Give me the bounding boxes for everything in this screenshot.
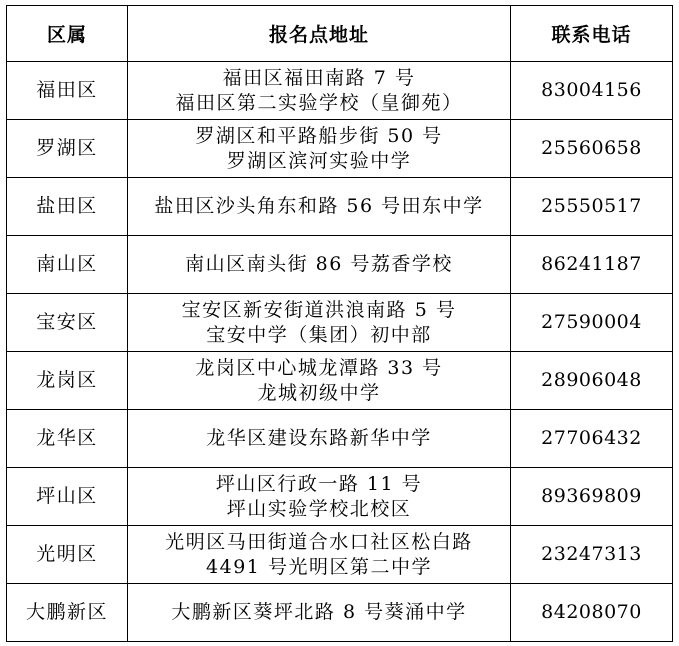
cell-district: 南山区 xyxy=(7,236,128,294)
address-line: 坪山实验学校北校区 xyxy=(226,497,412,520)
cell-phone: 84208070 xyxy=(511,584,673,642)
cell-address xyxy=(128,294,511,352)
registration-sites-table xyxy=(6,5,673,642)
cell-phone: 28906048 xyxy=(511,352,673,410)
cell-district: 罗湖区 xyxy=(7,120,128,178)
address-line: 光明区马田街道合水口社区松白路 xyxy=(165,530,473,553)
cell-district: 福田区 xyxy=(7,62,128,120)
cell-address xyxy=(128,410,511,468)
cell-phone: 23247313 xyxy=(511,526,673,584)
address-line: 罗湖区和平路船步街 50 号 xyxy=(195,124,443,147)
cell-address xyxy=(128,62,511,120)
address-line: 福田区第二实验学校（皇御苑） xyxy=(175,91,463,114)
cell-district: 光明区 xyxy=(7,526,128,584)
table-row xyxy=(7,468,673,526)
address-line: 宝安中学（集团）初中部 xyxy=(206,323,432,346)
table-row xyxy=(7,410,673,468)
cell-phone: 27590004 xyxy=(511,294,673,352)
table-row xyxy=(7,62,673,120)
address-line: 龙城初级中学 xyxy=(257,381,381,404)
cell-district: 宝安区 xyxy=(7,294,128,352)
cell-phone: 86241187 xyxy=(511,236,673,294)
cell-phone: 25550517 xyxy=(511,178,673,236)
table-header-row xyxy=(7,6,673,62)
header-district: 区属 xyxy=(7,6,128,62)
address-line: 4491 号光明区第二中学 xyxy=(206,555,432,578)
header-address: 报名点地址 xyxy=(128,6,511,62)
cell-address xyxy=(128,526,511,584)
table-row xyxy=(7,178,673,236)
cell-address xyxy=(128,584,511,642)
cell-address xyxy=(128,352,511,410)
cell-district: 龙华区 xyxy=(7,410,128,468)
address-line: 罗湖区滨河实验中学 xyxy=(226,149,412,172)
address-line: 坪山区行政一路 11 号 xyxy=(215,472,423,495)
registration-table-container xyxy=(6,5,672,642)
address-line: 龙岗区中心城龙潭路 33 号 xyxy=(195,356,443,379)
cell-district: 坪山区 xyxy=(7,468,128,526)
address-line: 盐田区沙头角东和路 56 号田东中学 xyxy=(154,195,484,217)
cell-address xyxy=(128,120,511,178)
cell-address xyxy=(128,178,511,236)
address-line: 大鹏新区葵坪北路 8 号葵涌中学 xyxy=(171,601,467,623)
address-line: 福田区福田南路 7 号 xyxy=(222,66,416,89)
cell-address xyxy=(128,236,511,294)
address-line: 龙华区建设东路新华中学 xyxy=(206,427,432,449)
cell-address xyxy=(128,468,511,526)
cell-district: 盐田区 xyxy=(7,178,128,236)
cell-district: 大鹏新区 xyxy=(7,584,128,642)
cell-phone: 25560658 xyxy=(511,120,673,178)
table-row xyxy=(7,120,673,178)
cell-district: 龙岗区 xyxy=(7,352,128,410)
table-row xyxy=(7,236,673,294)
table-row xyxy=(7,294,673,352)
table-row xyxy=(7,526,673,584)
table-row xyxy=(7,352,673,410)
cell-phone: 89369809 xyxy=(511,468,673,526)
table-body xyxy=(7,62,673,642)
address-line: 南山区南头街 86 号荔香学校 xyxy=(185,253,453,275)
header-phone: 联系电话 xyxy=(511,6,673,62)
address-line: 宝安区新安街道洪浪南路 5 号 xyxy=(181,298,457,321)
cell-phone: 27706432 xyxy=(511,410,673,468)
table-row xyxy=(7,584,673,642)
cell-phone: 83004156 xyxy=(511,62,673,120)
